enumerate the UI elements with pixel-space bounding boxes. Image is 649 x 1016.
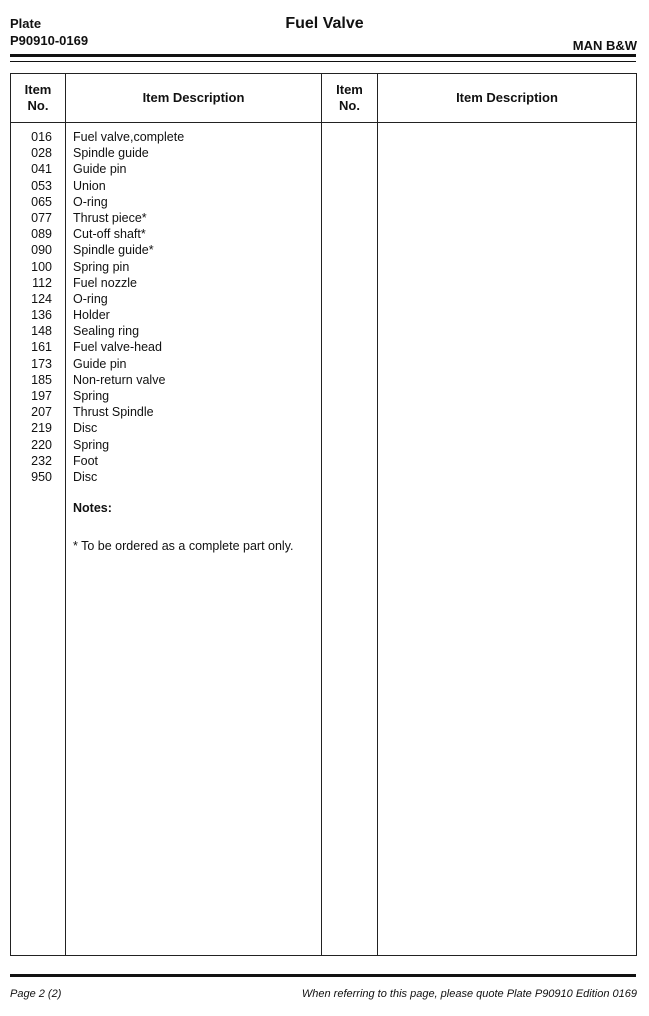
item-description: Fuel valve,complete — [73, 130, 185, 144]
header-divider — [11, 122, 636, 123]
footer-reference: When referring to this page, please quote Plate P90910 Edition 0169 — [301, 988, 637, 1000]
plate-label: Plate — [10, 16, 42, 31]
item-description: O-ring — [73, 194, 108, 209]
item-number: 089 — [31, 227, 52, 242]
header-item-no-right — [322, 74, 377, 122]
parts-table — [10, 73, 637, 956]
header-item-label: Item — [24, 82, 52, 97]
item-number: 041 — [31, 162, 52, 177]
item-number: 148 — [31, 324, 52, 339]
item-number: 220 — [31, 437, 52, 452]
item-number-column — [11, 129, 65, 485]
header-no-label: No. — [27, 98, 49, 113]
item-description: Spring — [73, 437, 110, 452]
item-number: 219 — [31, 421, 52, 436]
item-description: Thrust Spindle — [73, 405, 154, 420]
footer-page-number: Page 2 (2) — [10, 988, 62, 1000]
item-description: Spring pin — [73, 259, 130, 274]
notes-text: * To be ordered as a complete part only. — [73, 539, 294, 553]
item-description: Disc — [73, 421, 98, 436]
item-description: Guide pin — [73, 162, 127, 177]
header-rule-thin — [10, 61, 636, 62]
item-number: 232 — [31, 453, 52, 468]
header-no-label: No. — [339, 98, 360, 113]
item-number: 207 — [31, 405, 52, 420]
plate-number: P90910-0169 — [10, 33, 89, 48]
item-description: Spindle guide — [73, 146, 149, 161]
column-divider — [377, 74, 378, 955]
item-number: 090 — [31, 243, 52, 258]
item-number: 124 — [31, 291, 52, 306]
notes-heading: Notes: — [73, 501, 112, 515]
item-number: 100 — [31, 259, 52, 274]
item-number: 053 — [31, 178, 52, 193]
item-description-column — [73, 129, 313, 485]
item-number: 016 — [31, 130, 52, 144]
item-description: Spring — [73, 389, 110, 403]
item-number: 028 — [31, 146, 52, 161]
item-description: Guide pin — [73, 356, 127, 371]
column-divider — [321, 74, 322, 955]
item-number: 136 — [31, 308, 52, 323]
brand-name: MAN B&W — [572, 38, 637, 53]
item-description: O-ring — [73, 291, 108, 306]
column-divider — [65, 74, 66, 955]
footer-rule-thick — [10, 974, 636, 977]
item-description: Thrust piece* — [73, 210, 147, 225]
item-number: 077 — [31, 210, 52, 225]
item-description: Fuel valve-head — [73, 340, 162, 355]
page-title: Fuel Valve — [285, 15, 364, 32]
item-description: Union — [73, 178, 106, 193]
item-number: 197 — [31, 389, 52, 403]
item-number: 065 — [31, 194, 52, 209]
item-description: Fuel nozzle — [73, 275, 137, 290]
item-number: 950 — [31, 469, 52, 484]
header-description-left: Item Description — [142, 90, 245, 105]
item-number: 173 — [31, 356, 52, 371]
item-description: Disc — [73, 469, 98, 484]
header-description-right: Item Description — [456, 90, 558, 105]
item-description: Holder — [73, 308, 110, 323]
header-item-no-left — [11, 74, 65, 122]
item-number: 185 — [31, 372, 52, 387]
header-rule-thick — [10, 54, 636, 57]
item-description: Cut-off shaft* — [73, 227, 146, 242]
header-item-label: Item — [336, 82, 363, 97]
item-description: Spindle guide* — [73, 243, 154, 258]
item-number: 161 — [31, 340, 52, 355]
item-description: Foot — [73, 453, 99, 468]
item-description: Non-return valve — [73, 372, 166, 387]
item-description: Sealing ring — [73, 324, 140, 339]
item-number: 112 — [32, 275, 52, 290]
